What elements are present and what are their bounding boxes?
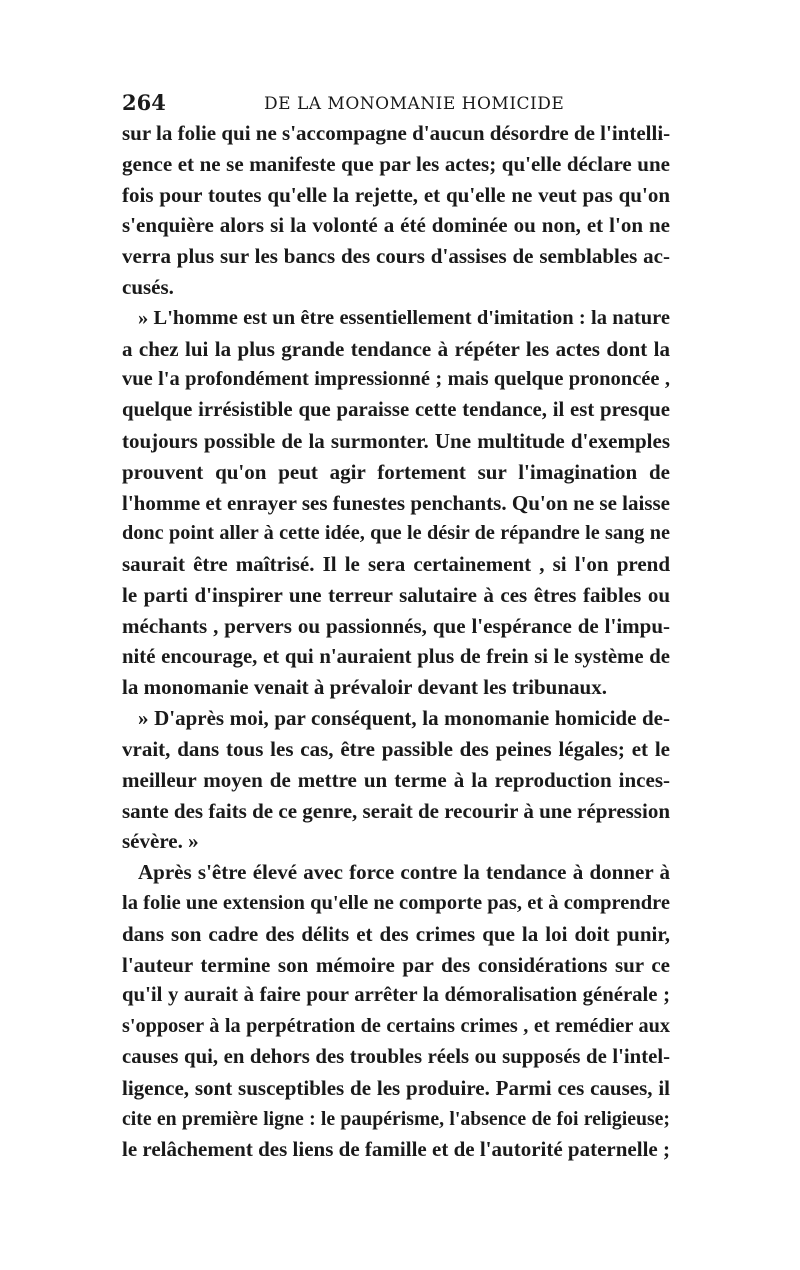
text-line: saurait être maîtrisé. Il le sera certainement , si l'on prend: [122, 552, 670, 577]
text-line: le relâchement des liens de famille et de l'autorité paternelle ;: [122, 1137, 670, 1162]
text-line: l'auteur termine son mémoire par des considérations sur ce: [122, 952, 670, 977]
text-line: causes qui, en dehors des troubles réels ou supposés de l'intel-: [122, 1045, 670, 1068]
text-line: méchants , pervers ou passionnés, que l'espérance de l'impu-: [122, 613, 670, 638]
text-line: » L'homme est un être essentiellement d'imitation : la nature: [138, 306, 670, 329]
page-header: [122, 88, 682, 118]
text-line: cite en première ligne : le paupérisme, l'absence de foi religieuse;: [122, 1107, 670, 1130]
text-line: sante des faits de ce genre, serait de recourir à une répression: [122, 798, 670, 823]
text-line: s'enquière alors si la volonté a été dominée ou non, et l'on ne: [122, 213, 670, 238]
text-line: sévère. »: [122, 829, 199, 854]
text-line: l'homme et enrayer ses funestes penchants. Qu'on ne se laisse: [122, 490, 670, 515]
text-line: vrait, dans tous les cas, être passible des peines légales; et le: [122, 736, 670, 761]
text-line: verra plus sur les bancs des cours d'assises de semblables ac-: [122, 244, 670, 269]
text-line: sur la folie qui ne s'accompagne d'aucun désordre de l'intelli-: [122, 121, 671, 145]
text-line: quelque irrésistible que paraisse cette tendance, il est presque: [122, 399, 670, 422]
text-line: cusés.: [122, 274, 174, 299]
text-line: prouvent qu'on peut agir fortement sur l'imagination de: [122, 459, 670, 484]
text-line: la folie une extension qu'elle ne comporte pas, et à comprendre: [122, 891, 670, 914]
text-line: toujours possible de la surmonter. Une multitude d'exemples: [122, 428, 670, 453]
text-line: qu'il y aurait à faire pour arrêter la démoralisation générale ;: [122, 984, 670, 1007]
text-line: Après s'être élevé avec force contre la tendance à donner à: [138, 860, 670, 885]
text-line: la monomanie venait à prévaloir devant les tribunaux.: [122, 675, 607, 700]
body-text: [122, 118, 670, 1165]
text-line: nité encourage, et qui n'auraient plus de frein si le système de: [122, 645, 670, 668]
text-line: le parti d'inspirer une terreur salutaire à ces êtres faibles ou: [122, 582, 670, 607]
text-line: ligence, sont susceptibles de les produire. Parmi ces causes, il: [122, 1075, 670, 1100]
running-title: DE LA MONOMANIE HOMICIDE: [264, 94, 565, 114]
text-line: meilleur moyen de mettre un terme à la reproduction inces-: [122, 767, 670, 792]
text-line: gence et ne se manifeste que par les actes; qu'elle déclare une: [122, 151, 670, 176]
page-number: 264: [122, 90, 166, 115]
text-line: fois pour toutes qu'elle la rejette, et qu'elle ne veut pas qu'on: [122, 182, 670, 207]
text-line: donc point aller à cette idée, que le désir de répandre le sang ne: [122, 522, 670, 545]
text-line: a chez lui la plus grande tendance à répéter les actes dont la: [122, 336, 670, 361]
text-line: dans son cadre des délits et des crimes que la loi doit punir,: [122, 921, 670, 946]
text-line: » D'après moi, par conséquent, la monomanie homicide de-: [138, 706, 670, 731]
text-line: vue l'a profondément impressionné ; mais quelque prononcée ,: [122, 368, 670, 391]
text-line: s'opposer à la perpétration de certains crimes , et remédier aux: [122, 1015, 670, 1038]
